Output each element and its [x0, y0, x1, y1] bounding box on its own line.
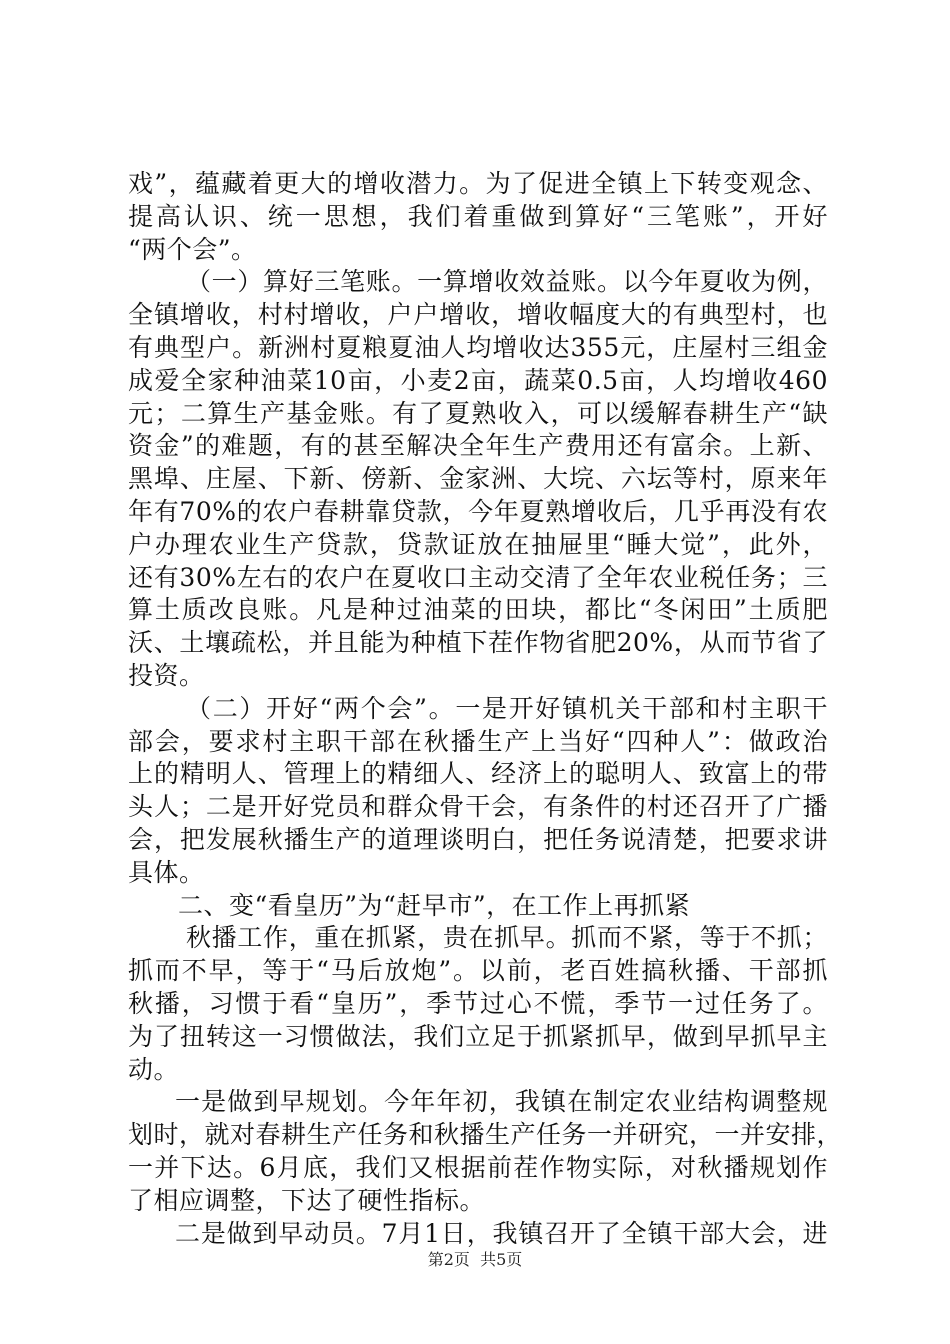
text-line: 元；二算生产基金账。有了夏熟收入，可以缓解春耕生产“缺 — [128, 398, 828, 428]
text-line: 一并下达。6月底，我们又根据前茬作物实际，对秋播规划作 — [128, 1152, 828, 1182]
text-line: 算土质改良账。凡是种过油菜的田块，都比“冬闲田”土质肥 — [128, 595, 828, 625]
text-line: 户办理农业生产贷款，贷款证放在抽屉里“睡大觉”，此外， — [128, 529, 828, 559]
page-footer: 第2页 共5页 — [427, 1250, 523, 1269]
text-line: 部会，要求村主职干部在秋播生产上当好“四种人”：做政治 — [128, 726, 828, 756]
text-line: 划时，就对春耕生产任务和秋播生产任务一并研究，一并安排， — [128, 1120, 843, 1150]
text-line: 戏”，蕴藏着更大的增收潜力。为了促进全镇上下转变观念、 — [128, 169, 828, 198]
body-text — [128, 168, 843, 1250]
text-line: 动。 — [128, 1054, 180, 1084]
text-line: 黑埠、庄屋、下新、傍新、金家洲、大垸、六坛等村，原来年 — [128, 464, 828, 494]
text-line: 会，把发展秋播生产的道理谈明白，把任务说清楚，把要求讲 — [128, 824, 828, 854]
text-line: 秋播，习惯于看“皇历”，季节过心不慌，季节一过任务了。 — [128, 988, 828, 1018]
text-line: “两个会”。 — [128, 234, 257, 264]
text-line: 头人；二是开好党员和群众骨干会，有条件的村还召开了广播 — [128, 792, 828, 822]
text-line: 资金”的难题，有的甚至解决全年生产费用还有富余。上新、 — [128, 431, 828, 461]
text-line: 成爱全家种油菜10亩，小麦2亩，蔬菜0.5亩，人均增收460 — [128, 365, 828, 395]
text-line: 沃、土壤疏松，并且能为种植下茬作物省肥20%，从而节省了 — [128, 628, 828, 658]
text-line: 秋播工作，重在抓紧，贵在抓早。抓而不紧，等于不抓； — [186, 923, 828, 953]
text-line: 年有70%的农户春耕靠贷款，今年夏熟增收后，几乎再没有农 — [128, 496, 828, 526]
text-line: 还有30%左右的农户在夏收口主动交清了全年农业税任务；三 — [128, 562, 828, 592]
text-line: 一是做到早规划。今年年初，我镇在制定农业结构调整规 — [175, 1087, 828, 1117]
text-line: 有典型户。新洲村夏粮夏油人均增收达355元，庄屋村三组金 — [128, 332, 828, 362]
text-line: 提高认识、统一思想，我们着重做到算好“三笔账”，开好 — [128, 201, 828, 231]
text-line: 投资。 — [128, 660, 205, 690]
text-line: 具体。 — [128, 857, 205, 887]
text-line: 二、变“看皇历”为“赶早市”，在工作上再抓紧 — [178, 890, 691, 920]
text-line: （一）算好三笔账。一算增收效益账。以今年夏收为例， — [186, 267, 828, 297]
text-line: 上的精明人、管理上的精细人、经济上的聪明人、致富上的带 — [128, 759, 828, 789]
text-line: 了相应调整，下达了硬性指标。 — [128, 1185, 486, 1215]
text-line: 全镇增收，村村增收，户户增收，增收幅度大的有典型村，也 — [128, 300, 828, 330]
text-line: （二）开好“两个会”。一是开好镇机关干部和村主职干 — [186, 693, 828, 723]
text-line: 抓而不早，等于“马后放炮”。以前，老百姓搞秋播、干部抓 — [128, 956, 828, 986]
text-line: 二是做到早动员。7月1日，我镇召开了全镇干部大会，进 — [175, 1218, 828, 1248]
text-line: 为了扭转这一习惯做法，我们立足于抓紧抓早，做到早抓早主 — [128, 1021, 828, 1051]
